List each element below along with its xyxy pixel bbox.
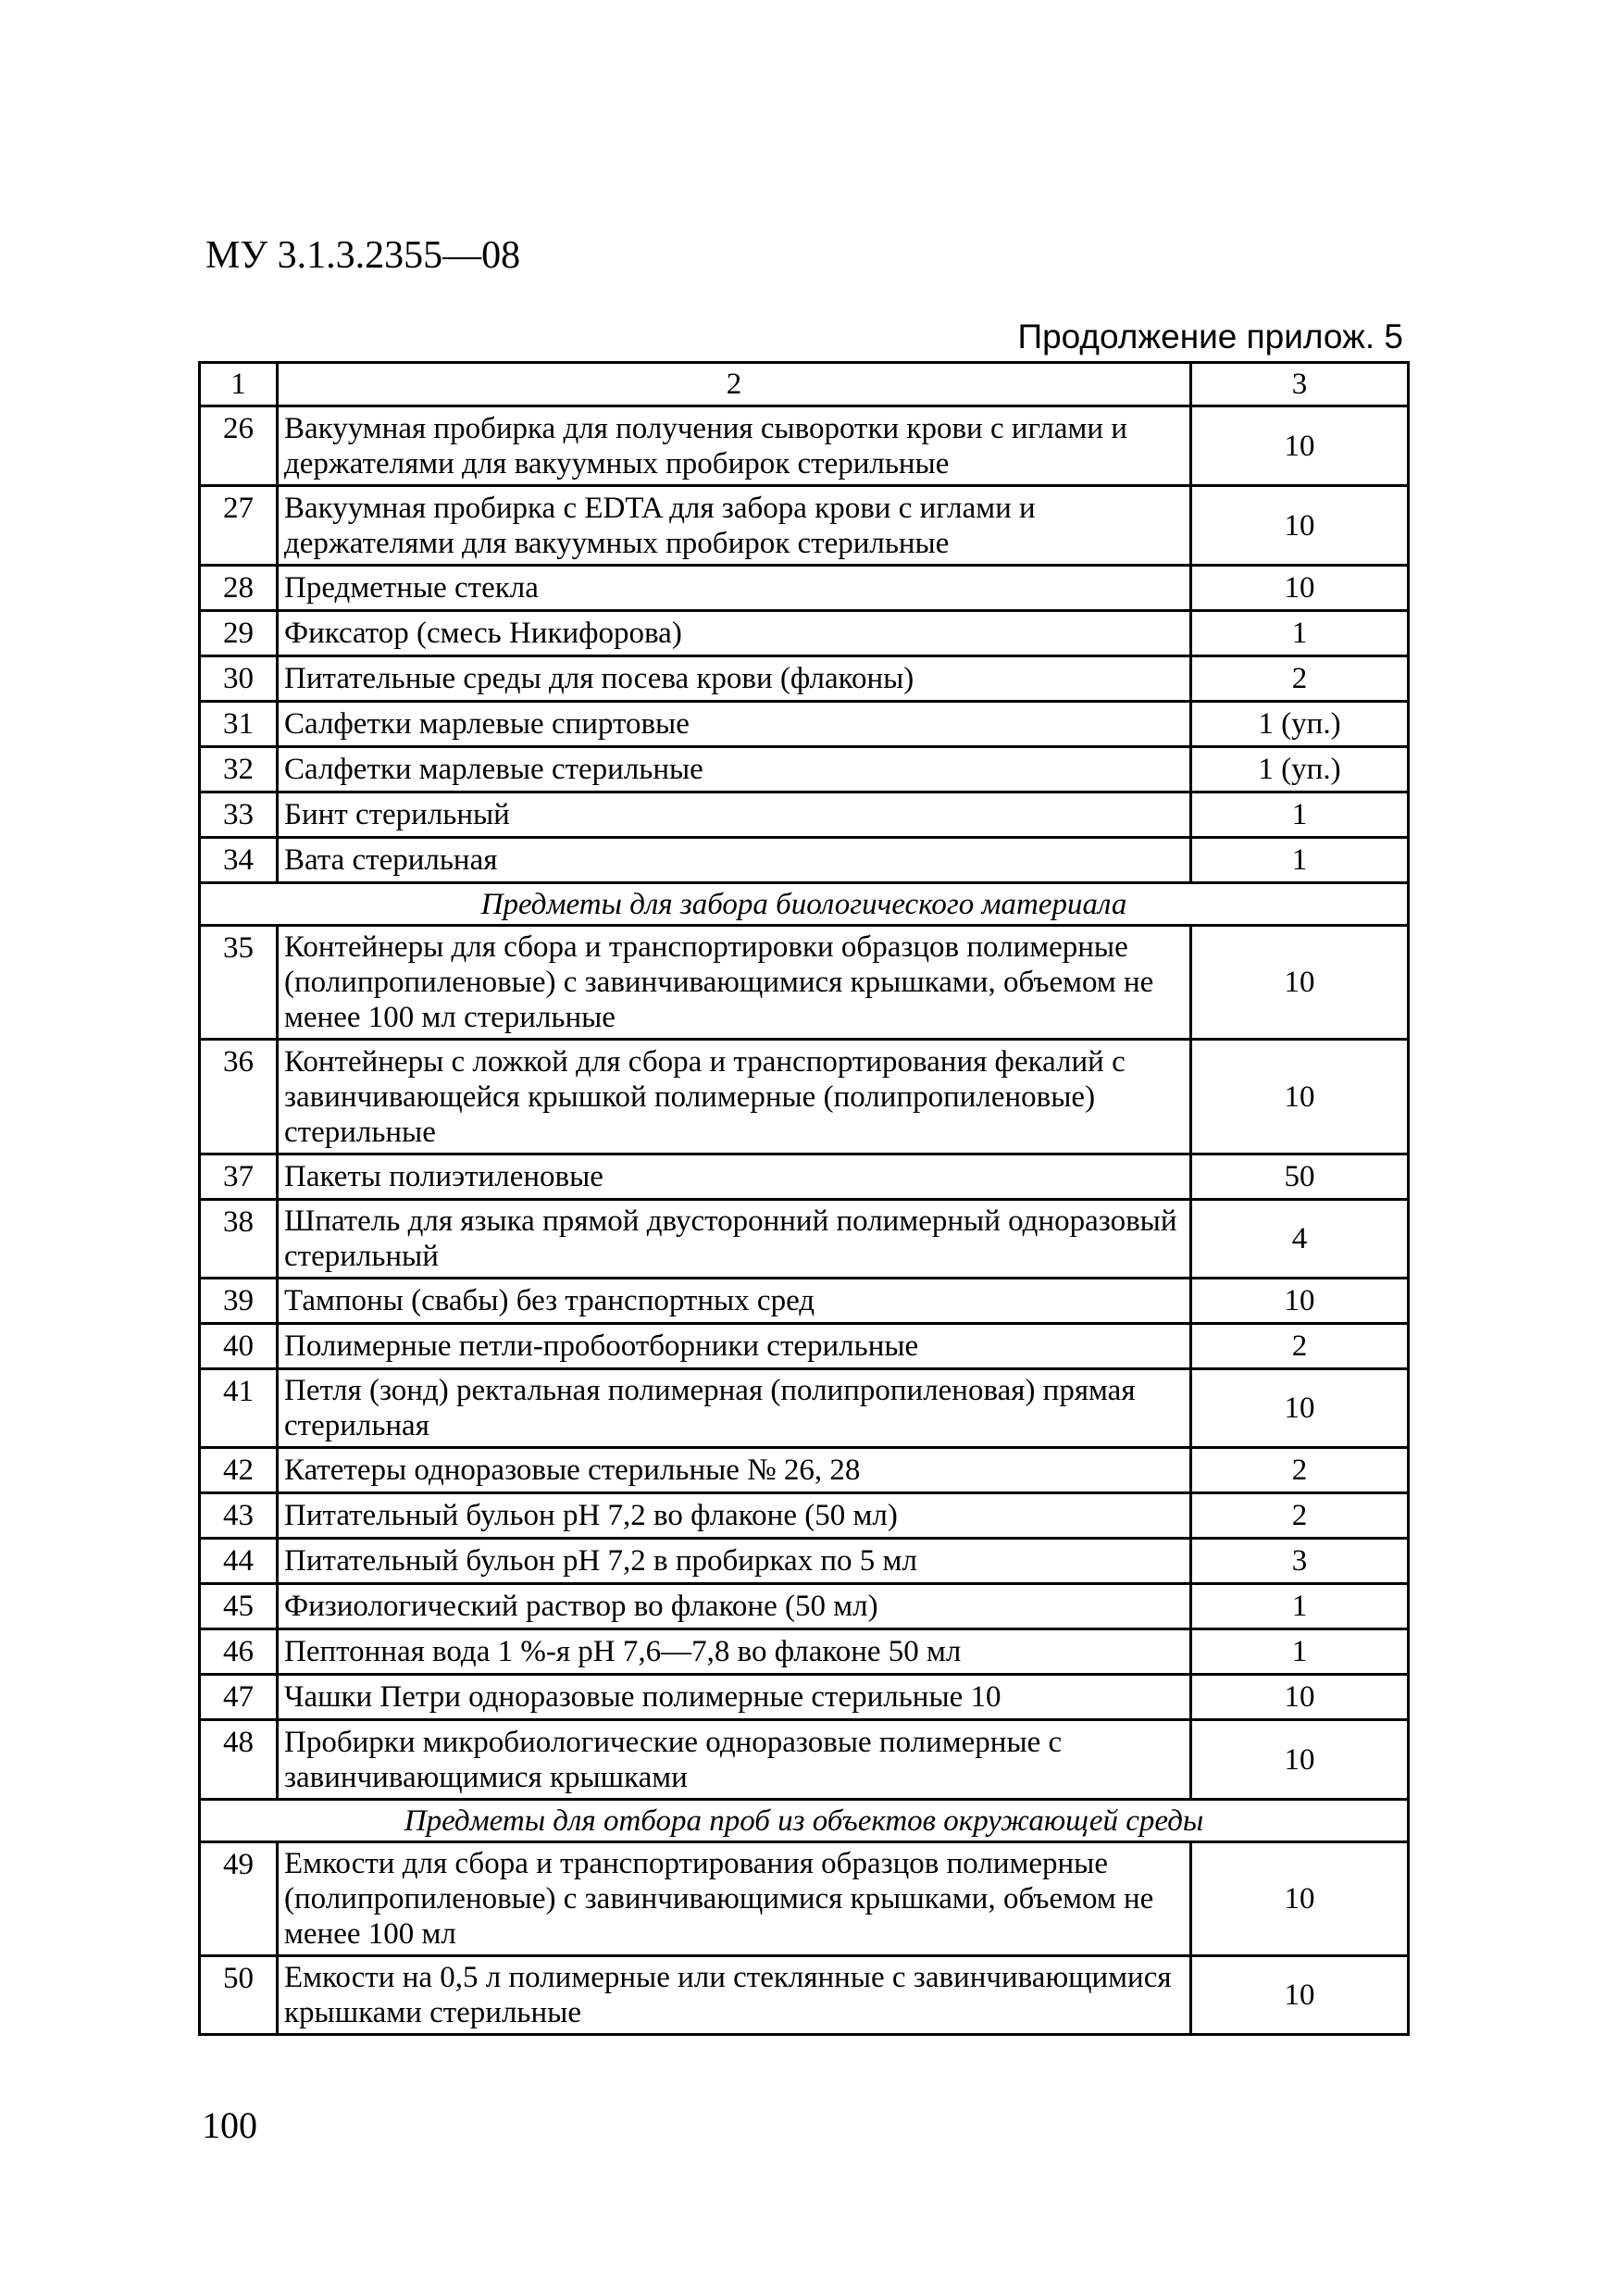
row-number: 39 [200,1279,278,1324]
item-name: Шпатель для языка прямой двусторонний полимерный одноразовый стерильный [278,1200,1191,1279]
item-quantity: 10 [1191,1956,1409,2035]
row-number: 46 [200,1629,278,1675]
item-quantity: 1 [1191,611,1409,656]
table-row [200,1369,1409,1448]
table-header-row [200,363,1409,406]
table-row [200,792,1409,838]
item-quantity: 1 [1191,838,1409,883]
item-quantity: 4 [1191,1200,1409,1279]
item-quantity: 3 [1191,1539,1409,1584]
table-row [200,566,1409,611]
table-row [200,1154,1409,1200]
table-row [200,1629,1409,1675]
item-quantity: 2 [1191,656,1409,702]
item-name: Тампоны (свабы) без транспортных сред [278,1279,1191,1324]
table-row [200,611,1409,656]
row-number: 31 [200,702,278,747]
item-quantity: 10 [1191,1720,1409,1800]
item-quantity: 10 [1191,1842,1409,1956]
row-number: 42 [200,1448,278,1493]
item-name: Контейнеры для сбора и транспортировки образцов полимерные (полипропиленовые) с завинчивающимися крышками, объемом не менее 100 мл стерильные [278,926,1191,1040]
row-number: 45 [200,1584,278,1629]
column-header-name: 2 [278,363,1191,406]
page-number: 100 [202,2104,257,2146]
item-name: Чашки Петри одноразовые полимерные стерильные 10 [278,1675,1191,1720]
table-row [200,747,1409,792]
row-number: 50 [200,1956,278,2035]
column-header-number: 1 [200,363,278,406]
row-number: 36 [200,1040,278,1154]
table-row [200,1040,1409,1154]
table-row [200,1539,1409,1584]
item-name: Полимерные петли-пробоотборники стерильные [278,1324,1191,1369]
row-number: 49 [200,1842,278,1956]
item-name: Фиксатор (смесь Никифорова) [278,611,1191,656]
section-row [200,1800,1409,1842]
appendix-table-container [198,361,1407,2036]
table-row [200,406,1409,486]
item-quantity: 10 [1191,1675,1409,1720]
item-quantity: 1 [1191,1629,1409,1675]
table-row [200,486,1409,566]
item-name: Вакуумная пробирка с EDTA для забора крови с иглами и держателями для вакуумных пробирок стерильные [278,486,1191,566]
item-name: Физиологический раствор во флаконе (50 мл) [278,1584,1191,1629]
row-number: 26 [200,406,278,486]
item-name: Пептонная вода 1 %-я рН 7,6—7,8 во флаконе 50 мл [278,1629,1191,1675]
item-name: Петля (зонд) ректальная полимерная (полипропиленовая) прямая стерильная [278,1369,1191,1448]
table-row [200,1584,1409,1629]
item-name: Питательный бульон рН 7,2 во флаконе (50 мл) [278,1493,1191,1539]
document-code: МУ 3.1.3.2355—08 [205,234,521,277]
item-name: Пакеты полиэтиленовые [278,1154,1191,1200]
item-name: Емкости для сбора и транспортирования образцов полимерные (полипропиленовые) с завинчивающимися крышками, объемом не менее 100 мл [278,1842,1191,1956]
item-quantity: 1 (уп.) [1191,702,1409,747]
continuation-label: Продолжение прилож. 5 [1017,318,1403,356]
row-number: 30 [200,656,278,702]
row-number: 41 [200,1369,278,1448]
table-row [200,1324,1409,1369]
section-title: Предметы для отбора проб из объектов окружающей среды [200,1800,1409,1842]
table-row [200,1675,1409,1720]
item-name: Питательные среды для посева крови (флаконы) [278,656,1191,702]
item-quantity: 10 [1191,406,1409,486]
table-row [200,926,1409,1040]
item-quantity: 1 (уп.) [1191,747,1409,792]
row-number: 48 [200,1720,278,1800]
table-row [200,656,1409,702]
appendix-table [198,361,1410,2036]
table-row [200,1493,1409,1539]
row-number: 33 [200,792,278,838]
item-quantity: 2 [1191,1448,1409,1493]
row-number: 28 [200,566,278,611]
column-header-quantity: 3 [1191,363,1409,406]
item-quantity: 10 [1191,486,1409,566]
section-title: Предметы для забора биологического материала [200,883,1409,926]
section-row [200,883,1409,926]
row-number: 29 [200,611,278,656]
item-name: Салфетки марлевые стерильные [278,747,1191,792]
table-body [200,363,1409,2035]
table-row [200,1956,1409,2035]
row-number: 35 [200,926,278,1040]
row-number: 34 [200,838,278,883]
item-name: Вакуумная пробирка для получения сыворотки крови с иглами и держателями для вакуумных пробирок стерильные [278,406,1191,486]
item-name: Бинт стерильный [278,792,1191,838]
item-quantity: 50 [1191,1154,1409,1200]
item-name: Салфетки марлевые спиртовые [278,702,1191,747]
item-name: Пробирки микробиологические одноразовые полимерные с завинчивающимися крышками [278,1720,1191,1800]
table-row [200,1200,1409,1279]
item-name: Емкости на 0,5 л полимерные или стеклянные с завинчивающимися крышками стерильные [278,1956,1191,2035]
row-number: 44 [200,1539,278,1584]
item-quantity: 10 [1191,566,1409,611]
item-name: Контейнеры с ложкой для сбора и транспортирования фекалий с завинчивающейся крышкой полимерные (полипропиленовые) стерильные [278,1040,1191,1154]
item-quantity: 1 [1191,1584,1409,1629]
item-name: Питательный бульон рН 7,2 в пробирках по 5 мл [278,1539,1191,1584]
table-row [200,1448,1409,1493]
row-number: 32 [200,747,278,792]
table-row [200,702,1409,747]
item-quantity: 10 [1191,1040,1409,1154]
item-name: Предметные стекла [278,566,1191,611]
row-number: 27 [200,486,278,566]
table-row [200,838,1409,883]
item-quantity: 10 [1191,1279,1409,1324]
item-name: Катетеры одноразовые стерильные № 26, 28 [278,1448,1191,1493]
row-number: 38 [200,1200,278,1279]
table-row [200,1720,1409,1800]
item-name: Вата стерильная [278,838,1191,883]
row-number: 40 [200,1324,278,1369]
table-row [200,1279,1409,1324]
item-quantity: 2 [1191,1493,1409,1539]
table-row [200,1842,1409,1956]
row-number: 43 [200,1493,278,1539]
item-quantity: 10 [1191,926,1409,1040]
item-quantity: 10 [1191,1369,1409,1448]
item-quantity: 2 [1191,1324,1409,1369]
item-quantity: 1 [1191,792,1409,838]
row-number: 47 [200,1675,278,1720]
row-number: 37 [200,1154,278,1200]
